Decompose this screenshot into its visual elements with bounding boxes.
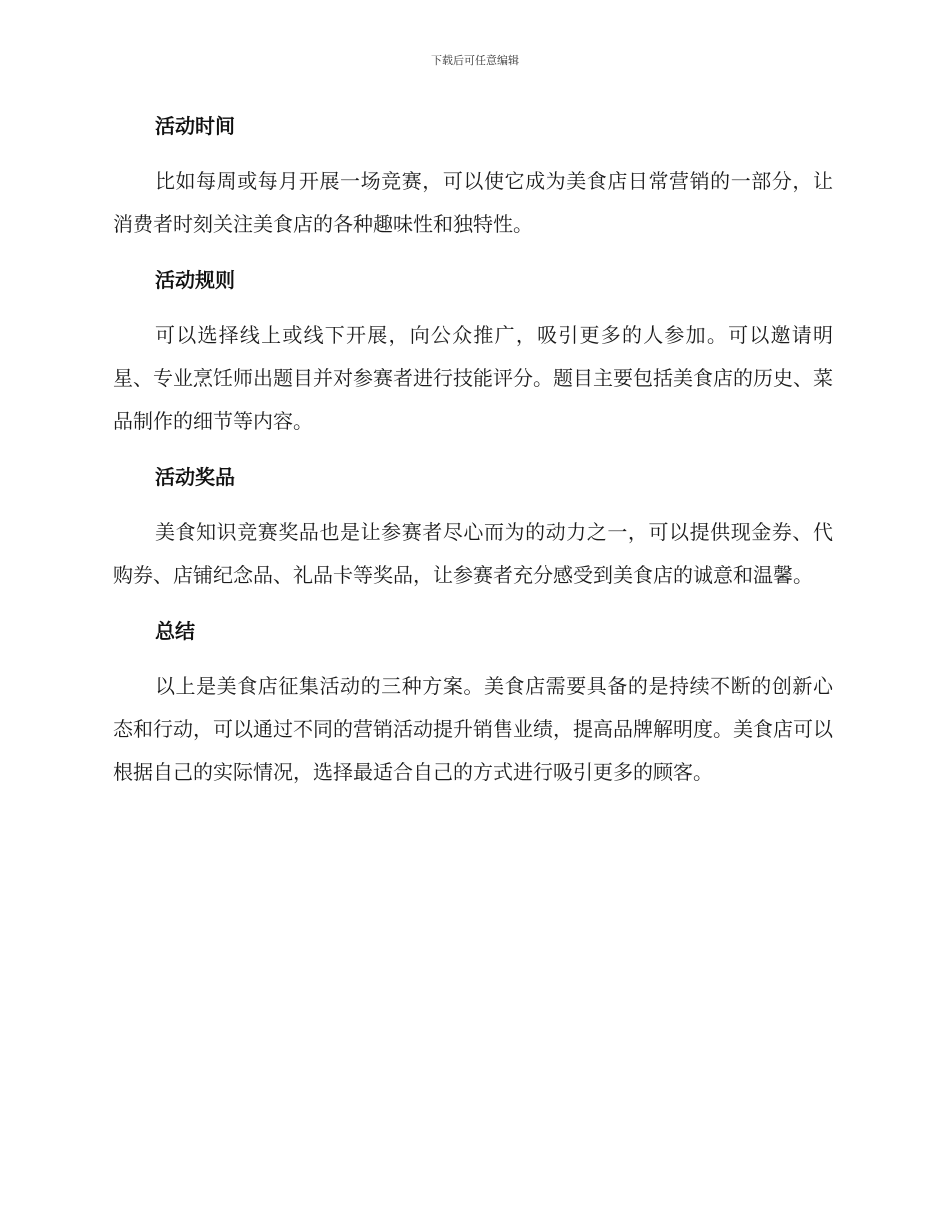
section-paragraph: 比如每周或每月开展一场竞赛，可以使它成为美食店日常营销的一部分，让消费者时刻关注美食店的各种趣味性和独特性。: [113, 169, 833, 236]
section-activity-time: [113, 104, 833, 246]
section-summary: [113, 609, 833, 794]
section-paragraph: 美食知识竞赛奖品也是让参赛者尽心而为的动力之一，可以提供现金券、代购券、店铺纪念品、礼品卡等奖品，让参赛者充分感受到美食店的诚意和温馨。: [113, 520, 833, 587]
section-paragraph: 以上是美食店征集活动的三种方案。美食店需要具备的是持续不断的创新心态和行动，可以通过不同的营销活动提升销售业绩，提高品牌解明度。美食店可以根据自己的实际情况，选择最适合自己的方式进行吸引更多的顾客。: [113, 674, 833, 784]
section-heading: 总结: [155, 619, 195, 643]
section-activity-rules: [113, 258, 833, 443]
document-body: [113, 104, 833, 806]
section-heading: 活动规则: [155, 268, 235, 292]
section-heading: 活动奖品: [155, 465, 235, 489]
section-activity-prizes: [113, 455, 833, 597]
page-header-note: 下载后可任意编辑: [431, 54, 519, 67]
section-heading: 活动时间: [155, 114, 235, 138]
section-paragraph: 可以选择线上或线下开展，向公众推广，吸引更多的人参加。可以邀请明星、专业烹饪师出题目并对参赛者进行技能评分。题目主要包括美食店的历史、菜品制作的细节等内容。: [113, 323, 833, 433]
